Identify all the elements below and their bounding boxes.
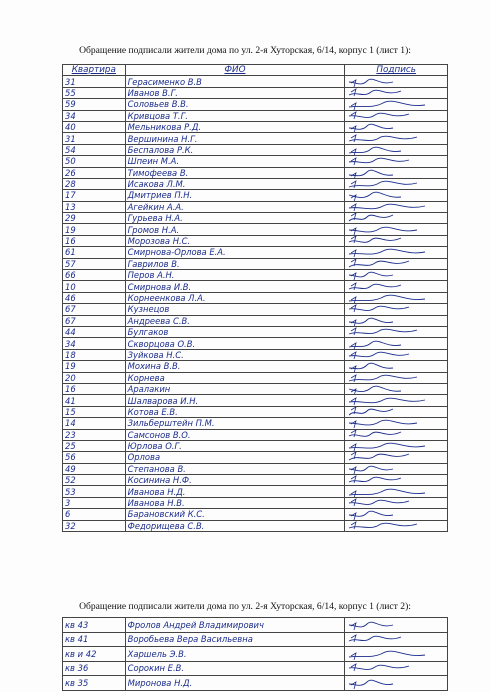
signature-scribble bbox=[347, 350, 445, 360]
signature-cell bbox=[345, 418, 448, 429]
resident-name-cell: Герасименко В.В bbox=[125, 76, 345, 87]
table-row bbox=[63, 632, 448, 647]
apartment-cell: 25 bbox=[63, 440, 126, 451]
signature-scribble bbox=[347, 509, 445, 519]
apartment-cell: 19 bbox=[63, 224, 126, 235]
table-row bbox=[63, 463, 448, 474]
signature-cell bbox=[345, 383, 448, 394]
apartment-cell: 34 bbox=[63, 110, 126, 121]
resident-name-cell: Дмитриев П.Н. bbox=[125, 190, 345, 201]
signature-cell bbox=[345, 632, 448, 647]
signature-scribble bbox=[347, 316, 445, 326]
apartment-cell: 29 bbox=[63, 213, 126, 224]
table-row bbox=[63, 372, 448, 383]
resident-name-cell: Барановский К.С. bbox=[125, 509, 345, 520]
resident-name-cell: Кривцова Т.Г. bbox=[125, 110, 345, 121]
signature-cell bbox=[345, 315, 448, 326]
signature-cell bbox=[345, 110, 448, 121]
table-row bbox=[63, 338, 448, 349]
table-row bbox=[63, 87, 448, 98]
signature-cell bbox=[345, 509, 448, 520]
apartment-cell: 28 bbox=[63, 178, 126, 189]
resident-name-cell: Зуйкова Н.С. bbox=[125, 349, 345, 360]
apartment-cell: 20 bbox=[63, 372, 126, 383]
signature-scribble bbox=[347, 487, 445, 497]
signature-cell bbox=[345, 395, 448, 406]
resident-name-cell: Смирнова-Орлова Е.А. bbox=[125, 247, 345, 258]
apartment-cell: 16 bbox=[63, 383, 126, 394]
signature-cell bbox=[345, 676, 448, 691]
resident-name-cell: Смирнова И.В. bbox=[125, 281, 345, 292]
signature-scribble bbox=[347, 134, 445, 144]
table-row bbox=[63, 213, 448, 224]
signature-cell bbox=[345, 520, 448, 531]
apartment-cell: 53 bbox=[63, 486, 126, 497]
signature-scribble bbox=[347, 202, 445, 212]
apartment-cell: 66 bbox=[63, 270, 126, 281]
resident-name-cell: Соловьев В.В. bbox=[125, 99, 345, 110]
resident-name-cell: Степанова В. bbox=[125, 463, 345, 474]
signature-cell bbox=[345, 235, 448, 246]
apartment-cell: 19 bbox=[63, 361, 126, 372]
table-row bbox=[63, 201, 448, 212]
signature-cell bbox=[345, 258, 448, 269]
signature-cell bbox=[345, 497, 448, 508]
resident-name-cell: Андреева С.В. bbox=[125, 315, 345, 326]
signature-cell bbox=[345, 144, 448, 155]
signature-cell bbox=[345, 661, 448, 676]
sheet1-header-row bbox=[63, 65, 448, 76]
apartment-cell: 61 bbox=[63, 247, 126, 258]
signature-scribble bbox=[347, 225, 445, 235]
apartment-cell: 49 bbox=[63, 463, 126, 474]
signature-cell bbox=[345, 349, 448, 360]
signature-cell bbox=[345, 247, 448, 258]
signature-cell bbox=[345, 361, 448, 372]
signature-scribble bbox=[347, 190, 445, 200]
resident-name-cell: Миронова Н.Д. bbox=[125, 676, 345, 691]
signature-cell bbox=[345, 618, 448, 633]
apartment-cell: 52 bbox=[63, 475, 126, 486]
table-row bbox=[63, 156, 448, 167]
apartment-cell: 67 bbox=[63, 304, 126, 315]
signature-scribble bbox=[347, 259, 445, 269]
resident-name-cell: Булгаков bbox=[125, 326, 345, 337]
table-row bbox=[63, 247, 448, 258]
table-row bbox=[63, 418, 448, 429]
table-row bbox=[63, 258, 448, 269]
resident-name-cell: Гаврилов В. bbox=[125, 258, 345, 269]
signature-cell bbox=[345, 99, 448, 110]
apartment-cell: 44 bbox=[63, 326, 126, 337]
resident-name-cell: Зильберштейн П.М. bbox=[125, 418, 345, 429]
resident-name-cell: Тимофеева В. bbox=[125, 167, 345, 178]
table-row bbox=[63, 383, 448, 394]
table-row bbox=[63, 144, 448, 155]
resident-name-cell: Юрлова О.Г. bbox=[125, 440, 345, 451]
signature-cell bbox=[345, 440, 448, 451]
table-row bbox=[63, 520, 448, 531]
table-row bbox=[63, 395, 448, 406]
table-row bbox=[63, 133, 448, 144]
sheet2-table bbox=[62, 617, 448, 691]
table-row bbox=[63, 497, 448, 508]
table-row bbox=[63, 475, 448, 486]
apartment-cell: 67 bbox=[63, 315, 126, 326]
signature-scribble bbox=[347, 179, 445, 189]
apartment-cell: кв 36 bbox=[63, 661, 126, 676]
signature-scribble bbox=[347, 649, 445, 659]
header-name: ФИО bbox=[125, 65, 345, 76]
apartment-cell: 54 bbox=[63, 144, 126, 155]
signature-cell bbox=[345, 406, 448, 417]
signature-cell bbox=[345, 167, 448, 178]
signature-cell bbox=[345, 304, 448, 315]
signature-cell bbox=[345, 201, 448, 212]
apartment-cell: 46 bbox=[63, 292, 126, 303]
table-row bbox=[63, 406, 448, 417]
signature-scribble bbox=[347, 441, 445, 451]
signature-cell bbox=[345, 133, 448, 144]
signature-cell bbox=[345, 647, 448, 662]
signature-scribble bbox=[347, 361, 445, 371]
signature-cell bbox=[345, 372, 448, 383]
apartment-cell: 6 bbox=[63, 509, 126, 520]
signature-cell bbox=[345, 190, 448, 201]
table-row bbox=[63, 224, 448, 235]
signature-scribble bbox=[347, 293, 445, 303]
table-row bbox=[63, 452, 448, 463]
resident-name-cell: Сорокин Е.В. bbox=[125, 661, 345, 676]
signature-scribble bbox=[347, 464, 445, 474]
apartment-cell: 3 bbox=[63, 497, 126, 508]
resident-name-cell: Иванова Н.В. bbox=[125, 497, 345, 508]
signature-scribble bbox=[347, 99, 445, 109]
resident-name-cell: Косинина Н.Ф. bbox=[125, 475, 345, 486]
signature-cell bbox=[345, 429, 448, 440]
table-row bbox=[63, 270, 448, 281]
resident-name-cell: Мельникова Р.Д. bbox=[125, 121, 345, 132]
resident-name-cell: Кузнецов bbox=[125, 304, 345, 315]
resident-name-cell: Иванов В.Г. bbox=[125, 87, 345, 98]
resident-name-cell: Харшель Э.В. bbox=[125, 647, 345, 662]
apartment-cell: 23 bbox=[63, 429, 126, 440]
table-row bbox=[63, 661, 448, 676]
sheet1-table bbox=[62, 64, 448, 532]
resident-name-cell: Морозова Н.С. bbox=[125, 235, 345, 246]
table-row bbox=[63, 315, 448, 326]
signature-scribble bbox=[347, 122, 445, 132]
table-row bbox=[63, 178, 448, 189]
signature-scribble bbox=[347, 407, 445, 417]
signature-scribble bbox=[347, 339, 445, 349]
table-row bbox=[63, 76, 448, 87]
resident-name-cell: Иванова Н.Д. bbox=[125, 486, 345, 497]
signature-cell bbox=[345, 338, 448, 349]
resident-name-cell: Скворцова О.В. bbox=[125, 338, 345, 349]
apartment-cell: 17 bbox=[63, 190, 126, 201]
resident-name-cell: Орлова bbox=[125, 452, 345, 463]
signature-scribble bbox=[347, 384, 445, 394]
header-signature: Подпись bbox=[345, 65, 448, 76]
sheet1-title: Обращение подписали жители дома по ул. 2-я Хуторская, 6/14, корпус 1 (лист 1): bbox=[79, 45, 411, 56]
signature-scribble bbox=[347, 452, 445, 462]
table-row bbox=[63, 326, 448, 337]
signature-cell bbox=[345, 121, 448, 132]
signature-scribble bbox=[347, 678, 445, 688]
resident-name-cell: Корнева bbox=[125, 372, 345, 383]
table-row bbox=[63, 235, 448, 246]
signature-cell bbox=[345, 178, 448, 189]
apartment-cell: 26 bbox=[63, 167, 126, 178]
table-row bbox=[63, 349, 448, 360]
signature-cell bbox=[345, 76, 448, 87]
table-row bbox=[63, 676, 448, 691]
table-row bbox=[63, 618, 448, 633]
signature-scribble bbox=[347, 168, 445, 178]
apartment-cell: 40 bbox=[63, 121, 126, 132]
apartment-cell: 50 bbox=[63, 156, 126, 167]
signature-cell bbox=[345, 475, 448, 486]
signature-cell bbox=[345, 281, 448, 292]
apartment-cell: 55 bbox=[63, 87, 126, 98]
resident-name-cell: Аралакин bbox=[125, 383, 345, 394]
table-row bbox=[63, 99, 448, 110]
resident-name-cell: Мохина В.В. bbox=[125, 361, 345, 372]
resident-name-cell: Самсонов В.О. bbox=[125, 429, 345, 440]
resident-name-cell: Корнеенкова Л.А. bbox=[125, 292, 345, 303]
table-row bbox=[63, 281, 448, 292]
resident-name-cell: Вершинина Н.Г. bbox=[125, 133, 345, 144]
signature-scribble bbox=[347, 111, 445, 121]
apartment-cell: 13 bbox=[63, 201, 126, 212]
table-row bbox=[63, 110, 448, 121]
sheet2-title: Обращение подписали жители дома по ул. 2-я Хуторская, 6/14, корпус 1 (лист 2): bbox=[79, 601, 411, 612]
apartment-cell: 16 bbox=[63, 235, 126, 246]
table-row bbox=[63, 190, 448, 201]
signature-cell bbox=[345, 326, 448, 337]
resident-name-cell: Исакова Л.М. bbox=[125, 178, 345, 189]
apartment-cell: кв 41 bbox=[63, 632, 126, 647]
table-row bbox=[63, 429, 448, 440]
apartment-cell: 56 bbox=[63, 452, 126, 463]
signature-scribble bbox=[347, 156, 445, 166]
signature-scribble bbox=[347, 475, 445, 485]
apartment-cell: кв 43 bbox=[63, 618, 126, 633]
resident-name-cell: Воробьева Вера Васильевна bbox=[125, 632, 345, 647]
table-row bbox=[63, 121, 448, 132]
signature-scribble bbox=[347, 77, 445, 87]
signature-scribble bbox=[347, 634, 445, 644]
table-row bbox=[63, 361, 448, 372]
signature-scribble bbox=[347, 236, 445, 246]
resident-name-cell: Федорищева С.В. bbox=[125, 520, 345, 531]
table-row bbox=[63, 304, 448, 315]
signature-scribble bbox=[347, 498, 445, 508]
signature-cell bbox=[345, 463, 448, 474]
signature-cell bbox=[345, 292, 448, 303]
apartment-cell: кв и 42 bbox=[63, 647, 126, 662]
signature-scribble bbox=[347, 213, 445, 223]
signature-cell bbox=[345, 87, 448, 98]
apartment-cell: 57 bbox=[63, 258, 126, 269]
signature-scribble bbox=[347, 396, 445, 406]
signature-scribble bbox=[347, 373, 445, 383]
header-apartment: Квартира bbox=[63, 65, 126, 76]
table-row bbox=[63, 167, 448, 178]
apartment-cell: 31 bbox=[63, 76, 126, 87]
signature-scribble bbox=[347, 418, 445, 428]
signature-scribble bbox=[347, 304, 445, 314]
resident-name-cell: Шпеин М.А. bbox=[125, 156, 345, 167]
signature-scribble bbox=[347, 282, 445, 292]
resident-name-cell: Шалварова И.Н. bbox=[125, 395, 345, 406]
resident-name-cell: Перов А.Н. bbox=[125, 270, 345, 281]
signature-cell bbox=[345, 486, 448, 497]
signature-scribble bbox=[347, 327, 445, 337]
signature-cell bbox=[345, 224, 448, 235]
apartment-cell: 10 bbox=[63, 281, 126, 292]
signature-scribble bbox=[347, 430, 445, 440]
signature-cell bbox=[345, 156, 448, 167]
signature-scribble bbox=[347, 270, 445, 280]
table-row bbox=[63, 509, 448, 520]
table-row bbox=[63, 292, 448, 303]
signature-cell bbox=[345, 213, 448, 224]
apartment-cell: 41 bbox=[63, 395, 126, 406]
table-row bbox=[63, 647, 448, 662]
resident-name-cell: Агейкин А.А. bbox=[125, 201, 345, 212]
signature-scribble bbox=[347, 88, 445, 98]
apartment-cell: 34 bbox=[63, 338, 126, 349]
apartment-cell: кв 35 bbox=[63, 676, 126, 691]
signature-cell bbox=[345, 452, 448, 463]
apartment-cell: 14 bbox=[63, 418, 126, 429]
resident-name-cell: Гурьева Н.А. bbox=[125, 213, 345, 224]
resident-name-cell: Котова Е.В. bbox=[125, 406, 345, 417]
signature-scribble bbox=[347, 521, 445, 531]
signature-scribble bbox=[347, 247, 445, 257]
apartment-cell: 59 bbox=[63, 99, 126, 110]
apartment-cell: 32 bbox=[63, 520, 126, 531]
apartment-cell: 18 bbox=[63, 349, 126, 360]
resident-name-cell: Фролов Андрей Владимирович bbox=[125, 618, 345, 633]
signature-scribble bbox=[347, 620, 445, 630]
table-row bbox=[63, 486, 448, 497]
signature-scribble bbox=[347, 145, 445, 155]
signature-cell bbox=[345, 270, 448, 281]
apartment-cell: 15 bbox=[63, 406, 126, 417]
table-row bbox=[63, 440, 448, 451]
apartment-cell: 31 bbox=[63, 133, 126, 144]
signature-scribble bbox=[347, 663, 445, 673]
resident-name-cell: Беспалова Р.К. bbox=[125, 144, 345, 155]
resident-name-cell: Громов Н.А. bbox=[125, 224, 345, 235]
